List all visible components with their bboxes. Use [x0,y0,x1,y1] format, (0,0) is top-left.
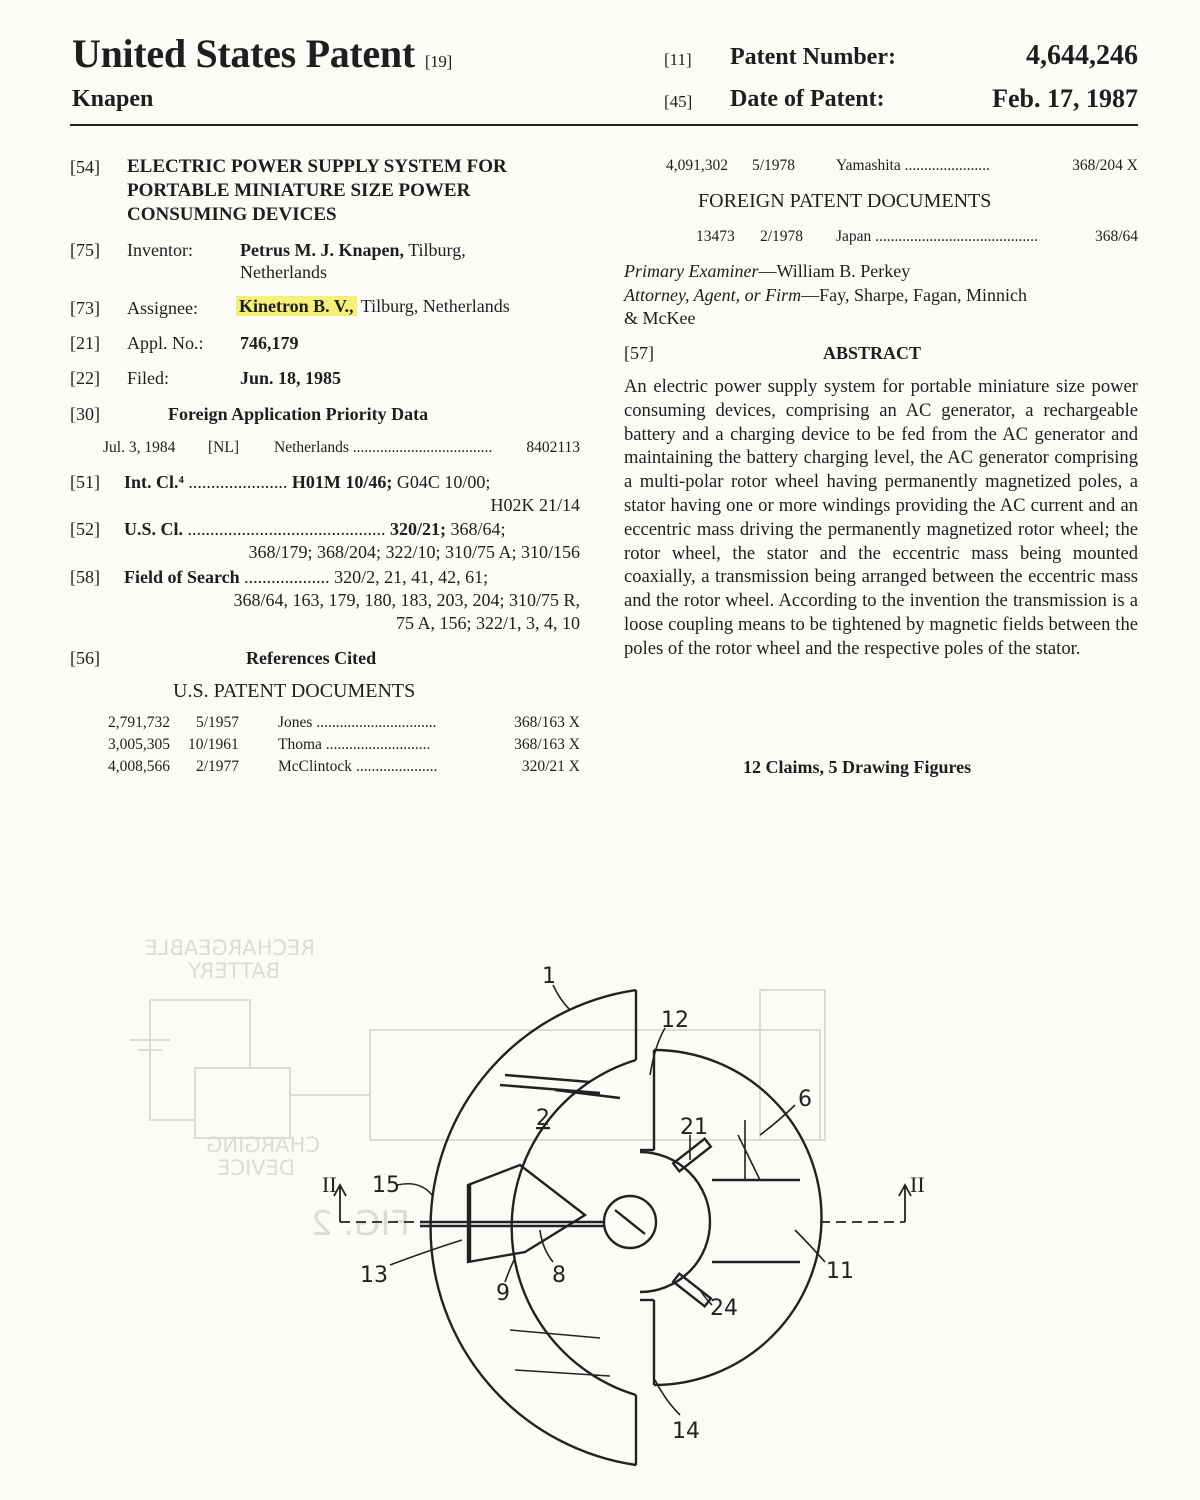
uscl-secondary: 368/64; [450,519,506,539]
search-line3: 75 A, 156; 322/1, 3, 4, 10 [395,613,580,633]
uscl-primary: 320/21; [390,519,447,539]
uscl-label: U.S. Cl. [124,519,184,539]
ref-class: 368/204 X [1072,157,1138,174]
numeral-label: 2 [536,1106,550,1131]
foreign-country-name: Netherlands [274,439,349,456]
refs-code: [56] [70,648,100,668]
numeral-label: 24 [710,1296,738,1321]
claims-summary: 12 Claims, 5 Drawing Figures [743,757,972,777]
header-title-code: [19] [424,52,452,71]
foreign-heading: Foreign Application Priority Data [168,404,429,424]
ref-number: 4,091,302 [666,157,728,174]
foreign-doc-country-name: Japan [836,228,872,245]
appl-label: Appl. No.: [127,333,204,353]
ref-number: 3,005,305 [108,736,170,753]
numeral-label: 6 [798,1087,812,1112]
foreign-country-code: [NL] [208,439,239,456]
assignee-label: Assignee: [127,298,198,318]
filed-label: Filed: [127,368,170,388]
inventor-name: Petrus M. J. Knapen, [240,240,404,260]
ref-date: 5/1957 [196,714,240,731]
search-label: Field of Search [124,567,240,587]
intcl-label: Int. Cl.⁴ [124,472,184,492]
abstract-code: [57] [624,343,654,363]
title-code: [54] [70,157,100,177]
numeral-label: 14 [672,1419,700,1444]
ref-date: 5/1978 [752,157,796,174]
ref-date: 10/1961 [188,736,239,753]
ref-number: 4,008,566 [108,758,170,775]
refs-heading: References Cited [246,648,377,668]
ref-inventor: Jones [278,714,313,731]
attorney-line2: & McKee [624,308,696,328]
examiner-label: Primary Examiner [624,261,759,281]
patent-number-code: [11] [664,50,692,69]
header-inventor: Knapen [72,86,154,112]
foreign-number: 8402113 [526,439,580,456]
numeral-label: 15 [372,1173,400,1198]
title-line: CONSUMING DEVICES [127,204,337,225]
dot-leader: ............................................ [187,519,386,539]
patent-number: 4,644,246 [1026,40,1138,71]
ghost-label: RECHARGEABLE [144,936,315,960]
ghost-label: FIG. 2 [310,1204,410,1244]
search-classes: 320/2, 21, 41, 42, 61; [334,567,489,587]
dot-leader: ............................... [316,714,437,731]
numeral-label: II [322,1172,337,1197]
foreign-doc-number: 13473 [696,228,735,245]
dot-leader: ........................... [325,736,431,753]
us-patent-documents-heading: U.S. PATENT DOCUMENTS [173,680,416,702]
ref-class: 368/163 X [514,714,580,731]
ghost-label: DEVICE [217,1156,295,1180]
intcl-secondary: G04C 10/00; [396,472,491,492]
filed-code: [22] [70,368,100,388]
patent-number-label: Patent Number: [730,44,896,70]
search-line2: 368/64, 163, 179, 180, 183, 203, 204; 310/75 R, [233,590,580,610]
dot-leader: ...................... [904,157,990,174]
attorney-name: —Fay, Sharpe, Fagan, Minnich [801,285,1027,305]
inventor-country: Netherlands [240,262,327,282]
appl-number: 746,179 [240,333,299,353]
numeral-label: 21 [680,1115,708,1140]
ref-number: 2,791,732 [108,714,170,731]
foreign-date: Jul. 3, 1984 [103,439,176,456]
filed-date: Jun. 18, 1985 [240,368,342,388]
title-line: PORTABLE MINIATURE SIZE POWER [127,180,471,201]
ref-date: 2/1977 [196,758,240,775]
header-title-text: United States Patent [72,31,415,76]
numeral-label: II [910,1172,925,1197]
dot-leader: .......................................... [875,228,1038,245]
dot-leader: ..................... [355,758,438,775]
foreign-docs-heading: FOREIGN PATENT DOCUMENTS [698,190,992,212]
ref-inventor: Yamashita [836,157,901,174]
numeral-label: 13 [360,1263,388,1288]
assignee-code: [73] [70,298,100,318]
ghost-label: CHARGING [206,1133,320,1157]
assignee-place: Tilburg, Netherlands [360,296,510,316]
search-code: [58] [70,567,100,587]
ref-class: 368/163 X [514,736,580,753]
intcl-code: [51] [70,472,100,492]
title-line: ELECTRIC POWER SUPPLY SYSTEM FOR [127,156,507,177]
appl-code: [21] [70,333,100,353]
numeral-label: 11 [826,1259,854,1284]
foreign-code: [30] [70,404,100,424]
numeral-label: 12 [661,1008,689,1033]
assignee-name: Kinetron B. V., [236,296,357,316]
numeral-label: 8 [552,1263,566,1288]
inventor-code: [75] [70,240,100,260]
inventor-place: Tilburg, [408,240,466,260]
foreign-doc-class: 368/64 [1094,228,1138,245]
numeral-label: 9 [496,1281,510,1306]
intcl-line2: H02K 21/14 [490,495,580,515]
dot-leader: .................................... [352,439,493,456]
inventor-label: Inventor: [127,240,193,260]
ref-inventor: McClintock [278,758,353,775]
date-code: [45] [664,92,693,111]
abstract-heading: ABSTRACT [823,343,922,363]
abstract-text: An electric power supply system for portable miniature size power consuming devices, comprising an AC generator, a rechargeable battery and a charging device to be fed from the AC generator and maintaining the battery charging level, the AC generator comprising a multi-polar rotor wheel having permanently magnetized poles, a stator having one or more windings providing the AC current and an eccentric mass driving the permanently magnetized rotor wheel; the rotor wheel, the stator and the eccentric mass being mounted coaxially, a transmission being arranged between the eccentric mass and the rotor wheel. According to the invention the transmission is a loose coupling means to be tightened by magnetic fields between the poles of the rotor wheel and the respective poles of the stator. [624,376,1138,659]
dot-leader: ...................... [188,472,288,492]
ghost-label: BATTERY [188,959,280,983]
ref-inventor: Thoma [278,736,322,753]
foreign-doc-date: 2/1978 [760,228,804,245]
examiner-name: —William B. Perkey [758,261,911,281]
intcl-primary: H01M 10/46; [291,472,393,492]
reference-numerals [322,964,925,1444]
ref-class: 320/21 X [521,758,580,775]
uscl-code: [52] [70,519,100,539]
numeral-label: 1 [542,964,556,989]
date-label: Date of Patent: [730,86,885,112]
patent-date: Feb. 17, 1987 [992,84,1138,113]
attorney-label: Attorney, Agent, or Firm [624,285,802,305]
dot-leader: ................... [244,567,330,587]
uscl-line2: 368/179; 368/204; 322/10; 310/75 A; 310/156 [248,542,580,562]
